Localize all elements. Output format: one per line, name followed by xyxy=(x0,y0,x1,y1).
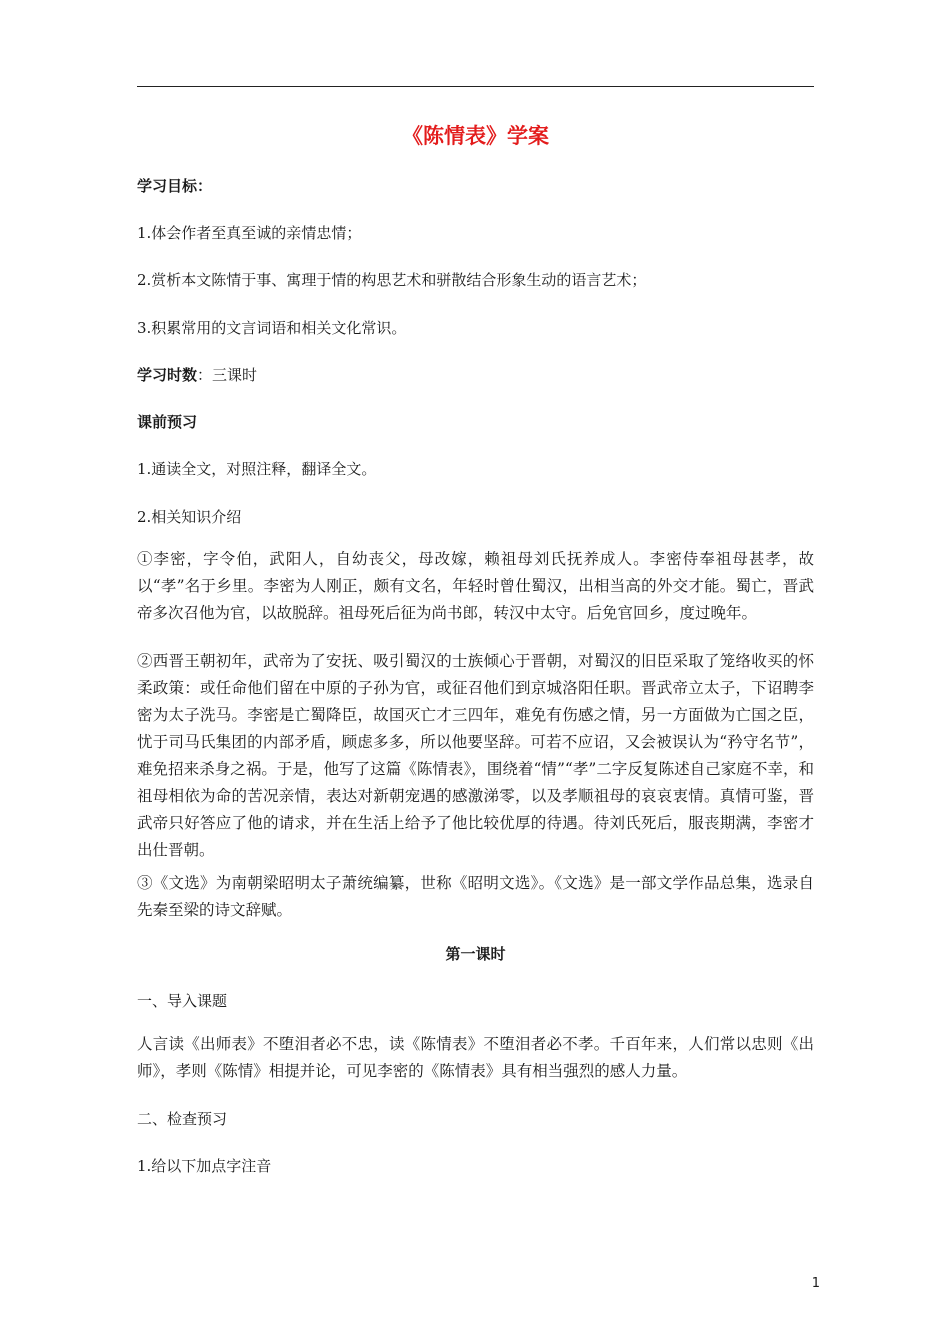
preview-item-2: 2.相关知识介绍 xyxy=(137,508,242,526)
section-2-item-1: 1.给以下加点字注音 xyxy=(137,1157,272,1175)
objective-item-2: 2.赏析本文陈情于事、寓理于情的构思艺术和骈散结合形象生动的语言艺术； xyxy=(137,271,647,289)
preview-item-1: 1.通读全文，对照注释，翻译全文。 xyxy=(137,460,377,478)
section-1-text: 人言读《出师表》不堕泪者必不忠，读《陈情表》不堕泪者必不孝。千百年来，人们常以忠则《出师》，孝则《陈情》相提并论，可见李密的《陈情表》具有相当强烈的感人力量。 xyxy=(137,1035,814,1080)
objective-item-1: 1.体会作者至真至诚的亲情忠情； xyxy=(137,224,362,242)
study-hours xyxy=(137,365,814,385)
intro-paragraph-3: ③《文选》为南朝梁昭明太子萧统编纂，世称《昭明文选》。《文选》是一部文学作品总集，选录自先秦至梁的诗文辞赋。 xyxy=(137,874,814,919)
header-rule xyxy=(137,86,814,87)
document-title: 《陈情表》学案 xyxy=(402,124,549,148)
preview-heading: 课前预习 xyxy=(137,413,198,431)
objective-item-3: 3.积累常用的文言词语和相关文化常识。 xyxy=(137,319,407,337)
intro-paragraph-1: ①李密，字令伯，武阳人，自幼丧父，母改嫁，赖祖母刘氏抚养成人。李密侍奉祖母甚孝，故以“孝”名于乡里。李密为人刚正，颇有文名，年轻时曾仕蜀汉，出相当高的外交才能。蜀亡，晋武帝多次召他为官，以故脱辞。祖母死后征为尚书郎，转汉中太守。后免官回乡，度过晚年。 xyxy=(137,550,814,622)
section-2-heading: 二、检查预习 xyxy=(137,1110,228,1128)
intro-paragraph-2: ②西晋王朝初年，武帝为了安抚、吸引蜀汉的士族倾心于晋朝，对蜀汉的旧臣采取了笼络收买的怀柔政策：或任命他们留在中原的子孙为官，或征召他们到京城洛阳任职。晋武帝立太子，下诏聘李密为太子洗马。李密是亡蜀降臣，故国灭亡才三四年，难免有伤感之情，另一方面做为亡国之臣，忧于司马氏集团的内部矛盾，顾虑多多，所以他要坚辞。可若不应诏，又会被误认为“矜守名节”，难免招来杀身之祸。于是，他写了这篇《陈情表》，围绕着“情”“孝”二字反复陈述自己家庭不幸，和祖母相依为命的苦况亲情，表达对新朝宠遇的感激涕零，以及孝顺祖母的哀哀衷情。真情可鉴，晋武帝只好答应了他的请求，并在生活上给予了他比较优厚的待遇。待刘氏死后，服丧期满，李密才出仕晋朝。 xyxy=(137,652,814,859)
page-number: 1 xyxy=(811,1276,820,1291)
lesson-1-heading: 第一课时 xyxy=(445,945,506,963)
study-hours-value: ：三课时 xyxy=(197,366,258,384)
section-1-heading: 一、导入课题 xyxy=(137,992,228,1010)
study-hours-label: 学习时数 xyxy=(137,366,198,384)
objectives-heading: 学习目标： xyxy=(137,177,213,195)
